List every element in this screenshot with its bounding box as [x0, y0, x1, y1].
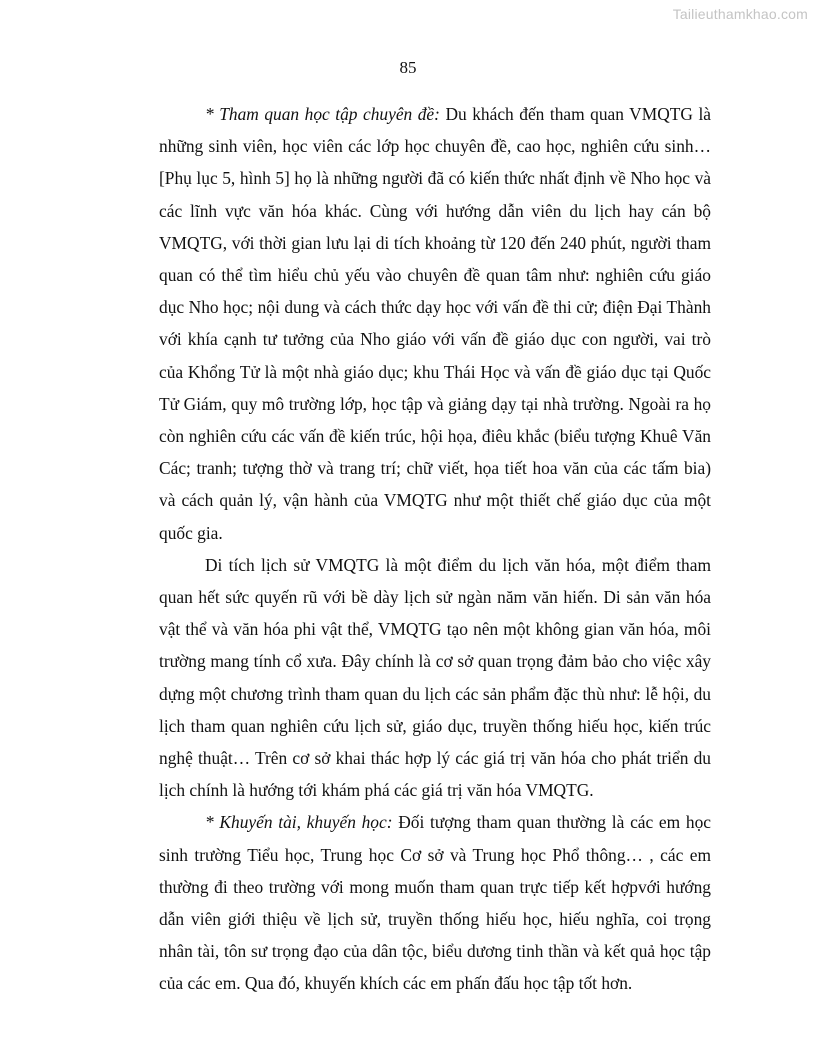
paragraph-text-study-tour: Du khách đến tham quan VMQTG là những sinh viên, học viên các lớp học chuyên đề, cao học, nghiên cứu sinh… [Phụ lục 5, hình 5] họ là những người đã có kiến thức nhất định về Nho học và các lĩnh vực văn hóa khác. Cùng với hướng dẫn viên du lịch hay cán bộ VMQTG, với thời gian lưu lại di tích khoảng từ 120 đến 240 phút, người tham quan có thể tìm hiểu chủ yếu vào chuyên đề quan tâm như: nghiên cứu giáo dục Nho học; nội dung và cách thức dạy học với vấn đề thi cử; điện Đại Thành với khía cạnh tư tưởng của Nho giáo với vấn đề giáo dục con người, vai trò của Khổng Tử là một nhà giáo dục; khu Thái Học và vấn đề giáo dục tại Quốc Tử Giám, quy mô trường lớp, học tập và giảng dạy tại nhà trường. Ngoài ra họ còn nghiên cứu các vấn đề kiến trúc, hội họa, điêu khắc (biểu tượng Khuê Văn Các; tranh; tượng thờ và trang trí; chữ viết, họa tiết hoa văn của các tấm bia) và cách quản lý, vận hành của VMQTG như một thiết chế giáo dục của một quốc gia.: [159, 104, 711, 543]
paragraph-lead-study-tour: * Tham quan học tập chuyên đề:: [205, 104, 440, 124]
paragraph-text-heritage-site: Di tích lịch sử VMQTG là một điểm du lịch văn hóa, một điểm tham quan hết sức quyến rũ với bề dày lịch sử ngàn năm văn hiến. Di sản văn hóa vật thể và văn hóa phi vật thể, VMQTG tạo nên một không gian văn hóa, môi trường mang tính cổ xưa. Đây chính là cơ sở quan trọng đảm bảo cho việc xây dựng một chương trình tham quan du lịch các sản phẩm đặc thù như: lễ hội, du lịch tham quan nghiên cứu lịch sử, giáo dục, truyền thống hiếu học, kiến trúc nghệ thuật… Trên cơ sở khai thác hợp lý các giá trị văn hóa cho phát triển du lịch chính là hướng tới khám phá các giá trị văn hóa VMQTG.: [159, 554, 711, 801]
page-number: 85: [399, 58, 417, 77]
document-body: [159, 98, 711, 1000]
paragraph-encouragement: [159, 806, 711, 999]
paragraph-heritage-site: [159, 549, 711, 807]
watermark-text: Tailieuthamkhao.com: [672, 6, 808, 22]
paragraph-text-encouragement: Đối tượng tham quan thường là các em học sinh trường Tiểu học, Trung học Cơ sở và Trung học Phổ thông… , các em thường đi theo trường với mong muốn tham quan trực tiếp kết hợpvới hướng dẫn viên giới thiệu về lịch sử, truyền thống hiếu học, hiếu nghĩa, coi trọng nhân tài, tôn sư trọng đạo của dân tộc, biểu dương tinh thần và kết quả học tập của các em. Qua đó, khuyến khích các em phấn đấu học tập tốt hơn.: [159, 812, 711, 994]
paragraph-lead-encouragement: * Khuyến tài, khuyến học:: [205, 812, 393, 833]
paragraph-study-tour: [159, 98, 711, 549]
